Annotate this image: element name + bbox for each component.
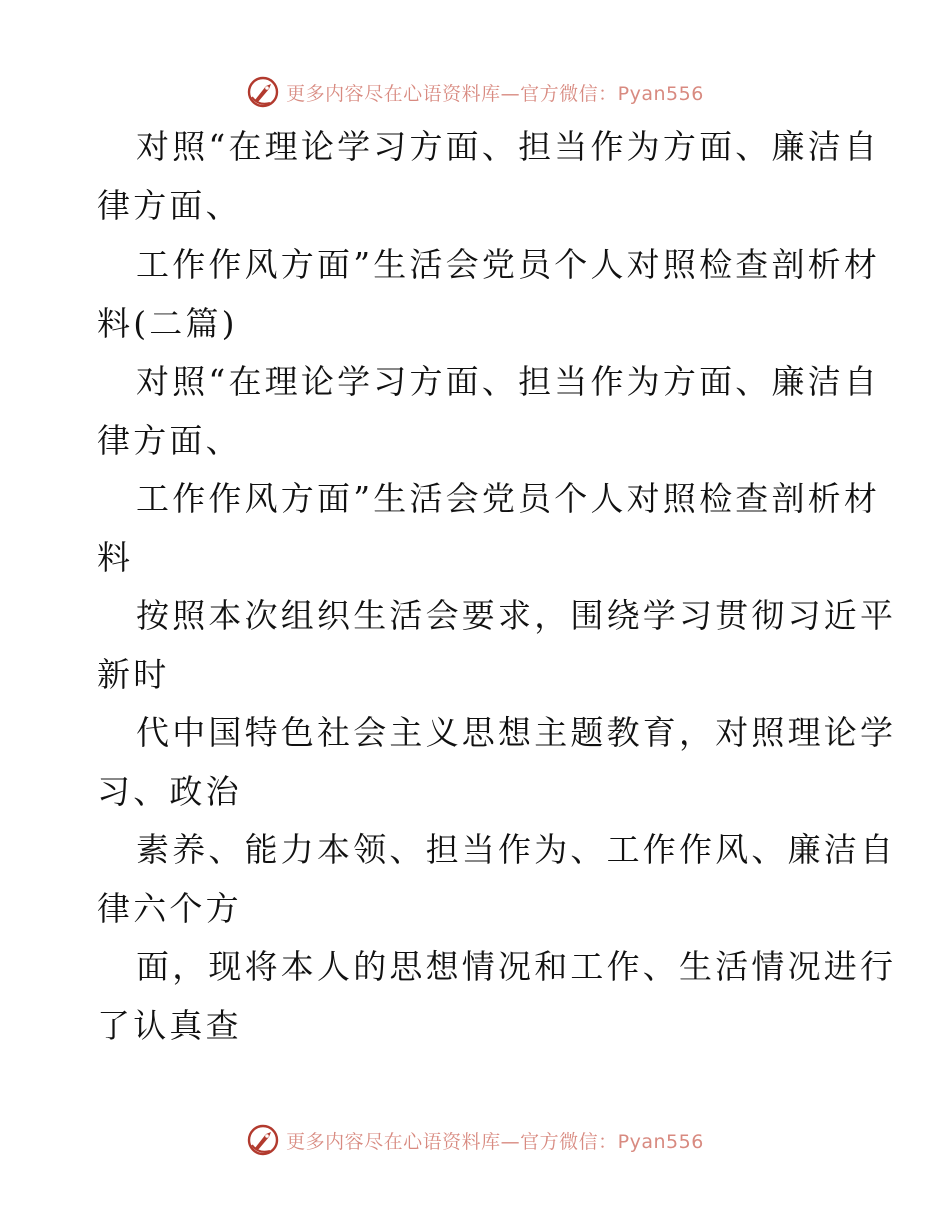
- text-line: 了认真查: [97, 1006, 242, 1045]
- header-banner: [0, 72, 950, 112]
- pen-nib-circle-icon: [246, 1123, 280, 1157]
- banner-text: 更多内容尽在心语资料库—官方微信：Pyan556: [286, 1130, 704, 1153]
- text-line: 律方面、: [97, 186, 242, 225]
- pen-nib-circle-icon: [246, 75, 280, 109]
- text-line: 料: [97, 538, 134, 577]
- text-line: 对照“在理论学习方面、担当作为方面、廉洁自: [136, 127, 881, 166]
- text-line: 习、政治: [97, 772, 242, 811]
- text-line: 料(二篇): [97, 304, 238, 343]
- text-line: 工作作风方面”生活会党员个人对照检查剖析材: [136, 245, 881, 284]
- text-line: 代中国特色社会主义思想主题教育，对照理论学: [136, 713, 897, 752]
- text-line: 按照本次组织生活会要求，围绕学习贯彻习近平: [136, 596, 897, 635]
- text-line: 律方面、: [97, 421, 242, 460]
- text-line: 素养、能力本领、担当作为、工作作风、廉洁自: [136, 830, 897, 869]
- text-line: 工作作风方面”生活会党员个人对照检查剖析材: [136, 479, 881, 518]
- banner-text: 更多内容尽在心语资料库—官方微信：Pyan556: [286, 82, 704, 105]
- text-line: 对照“在理论学习方面、担当作为方面、廉洁自: [136, 362, 881, 401]
- text-line: 面，现将本人的思想情况和工作、生活情况进行: [136, 947, 897, 986]
- text-line: 律六个方: [97, 889, 242, 928]
- text-line: 新时: [97, 655, 170, 694]
- footer-banner: [0, 1120, 950, 1160]
